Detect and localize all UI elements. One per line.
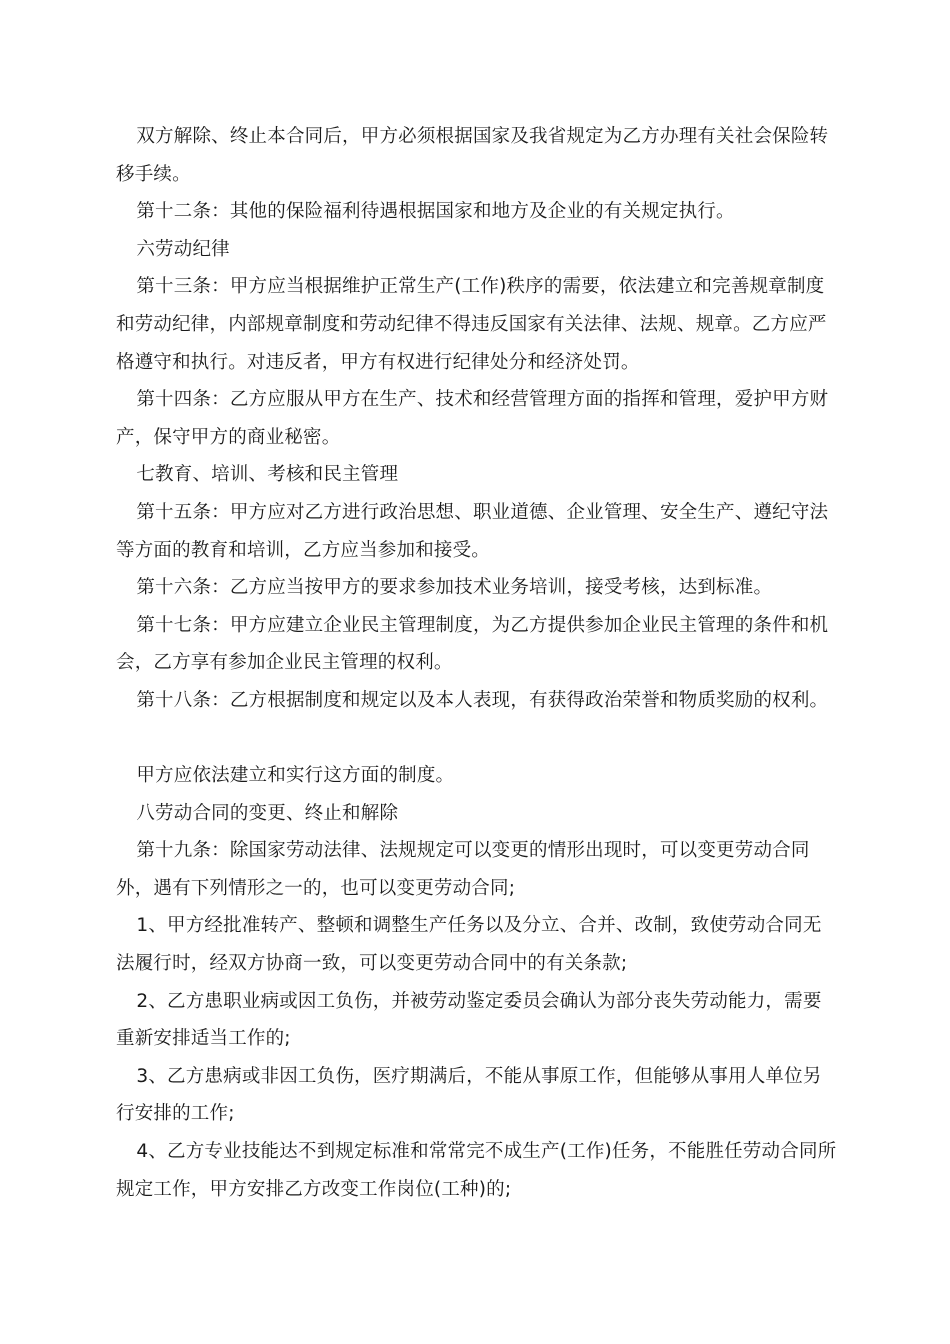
list-item-3: 3、乙方患病或非因工负伤，医疗期满后，不能从事原工作，但能够从事用人单位另行安排的工作; <box>116 1065 822 1125</box>
section-heading-contract-change: 八劳动合同的变更、终止和解除 <box>136 802 399 824</box>
paragraph-article-14: 第十四条：乙方应服从甲方在生产、技术和经营管理方面的指挥和管理，爱护甲方财产，保守甲方的商业秘密。 <box>116 389 829 448</box>
section-heading-education-training: 七教育、培训、考核和民主管理 <box>136 464 399 486</box>
paragraph-article-15: 第十五条：甲方应对乙方进行政治思想、职业道德、企业管理、安全生产、遵纪守法等方面的教育和培训，乙方应当参加和接受。 <box>116 501 829 561</box>
paragraph-article-19: 第十九条：除国家劳动法律、法规规定可以变更的情形出现时，可以变更劳动合同外，遇有下列情形之一的，也可以变更劳动合同; <box>116 840 810 899</box>
paragraph-system-establishment: 甲方应依法建立和实行这方面的制度。 <box>136 765 455 787</box>
paragraph-article-12: 第十二条：其他的保险福利待遇根据国家和地方及企业的有关规定执行。 <box>136 201 735 223</box>
section-heading-labor-discipline: 六劳动纪律 <box>136 238 230 260</box>
document-body <box>116 118 840 1208</box>
paragraph-article-16: 第十六条：乙方应当按甲方的要求参加技术业务培训，接受考核，达到标准。 <box>136 577 773 599</box>
paragraph-article-13: 第十三条：甲方应当根据维护正常生产(工作)秩序的需要，依法建立和完善规章制度和劳动纪律，内部规章制度和劳动纪律不得违反国家有关法律、法规、规章。乙方应严格遵守和执行。对违反者，甲方有权进行纪律处分和经济处罚。 <box>116 276 827 373</box>
paragraph-article-18: 第十八条：乙方根据制度和规定以及本人表现，有获得政治荣誉和物质奖励的权利。 <box>136 689 829 711</box>
list-item-1: 1、甲方经批准转产、整顿和调整生产任务以及分立、合并、改制，致使劳动合同无法履行时，经双方协商一致，可以变更劳动合同中的有关条款; <box>116 915 822 975</box>
paragraph-social-insurance-transfer: 双方解除、终止本合同后，甲方必须根据国家及我省规定为乙方办理有关社会保险转移手续。 <box>116 126 829 185</box>
paragraph-article-17: 第十七条：甲方应建立企业民主管理制度，为乙方提供参加企业民主管理的条件和机会，乙方享有参加企业民主管理的权利。 <box>116 614 829 674</box>
list-item-4: 4、乙方专业技能达不到规定标准和常常完不成生产(工作)任务，不能胜任劳动合同所规定工作，甲方安排乙方改变工作岗位(工种)的; <box>116 1141 837 1200</box>
blank-line <box>116 720 840 758</box>
list-item-2: 2、乙方患职业病或因工负伤，并被劳动鉴定委员会确认为部分丧失劳动能力，需要重新安排适当工作的; <box>116 990 822 1050</box>
